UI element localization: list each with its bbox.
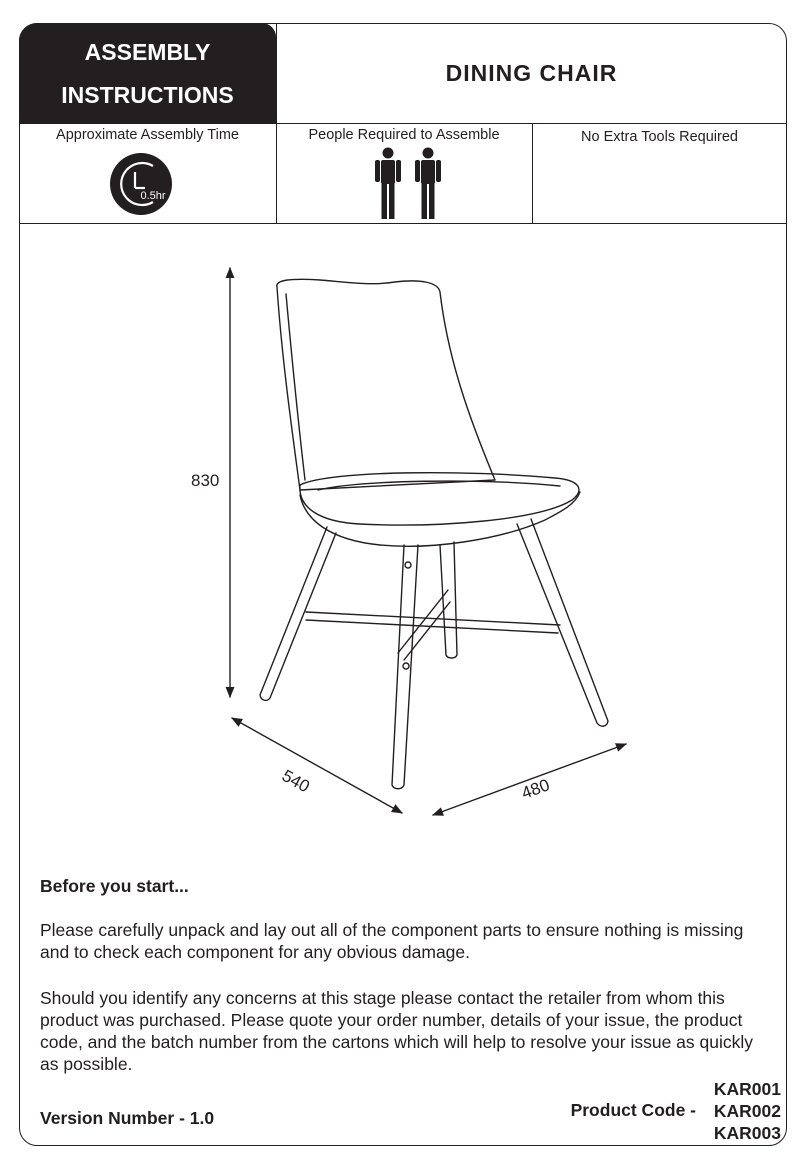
concerns-paragraph: Should you identify any concerns at this stage please contact the retailer from whom this product was purchased. Please quote your order number, details of your issue, the product code, and the batch number from the cartons which will help to resolve your issue as quickly as possible. [40, 988, 753, 1074]
back-right-leg [440, 542, 457, 658]
front-left-leg [260, 527, 336, 700]
height-dimension-label: 830 [191, 471, 220, 490]
leg-stretcher [306, 590, 560, 660]
product-code-label: Product Code - [570, 1100, 696, 1120]
assembly-time-label: Approximate Assembly Time [56, 127, 239, 143]
assembly-time-value: 0.5hr [140, 190, 166, 202]
product-code-1: KAR001 [713, 1079, 781, 1099]
product-title: DINING CHAIR [445, 60, 618, 86]
depth-dimension-arrow [232, 718, 402, 813]
product-code-2: KAR002 [713, 1101, 781, 1121]
back-left-leg [392, 545, 418, 789]
width-dimension-arrow [433, 744, 626, 815]
depth-dimension-label: 540 [278, 766, 313, 797]
title-line-2: INSTRUCTIONS [61, 82, 234, 108]
no-tools-label: No Extra Tools Required [581, 129, 738, 145]
people-required-label: People Required to Assemble [308, 127, 500, 143]
title-line-1: ASSEMBLY [84, 39, 211, 65]
version-number: Version Number - 1.0 [40, 1108, 215, 1128]
unpack-paragraph: Please carefully unpack and lay out all of the component parts to ensure nothing is missing and to check each component for any obvious damage. [40, 920, 744, 962]
product-code-3: KAR003 [713, 1123, 781, 1143]
chair-backrest [277, 279, 495, 490]
width-dimension-label: 480 [519, 775, 553, 803]
before-you-start-heading: Before you start... [40, 876, 189, 896]
front-right-leg [517, 519, 608, 726]
